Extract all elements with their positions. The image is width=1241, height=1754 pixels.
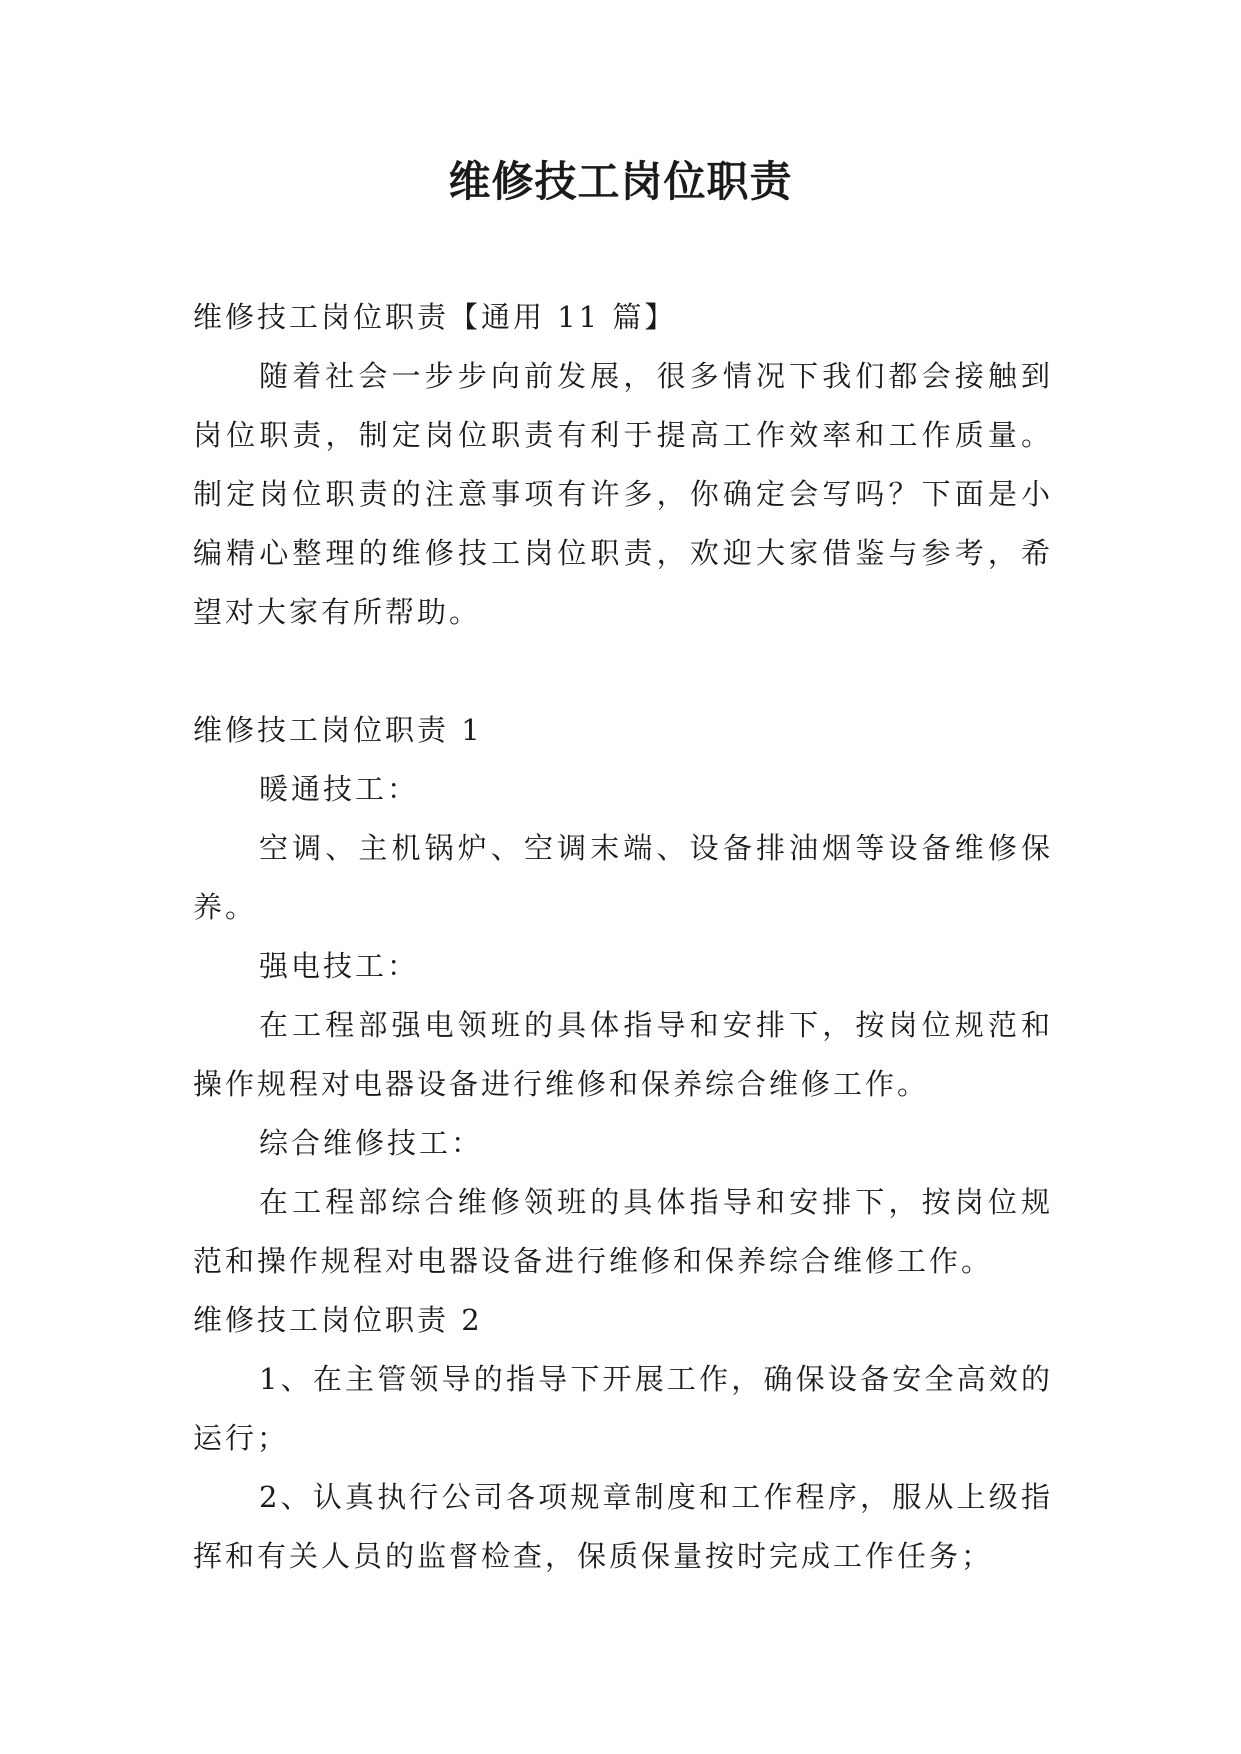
electric-label: 强电技工：	[259, 949, 420, 983]
spacer	[193, 642, 1053, 701]
list-item: 1、在主管领导的指导下开展工作，确保设备安全高效的运行；	[193, 1362, 1053, 1455]
list-item: 2、认真执行公司各项规章制度和工作程序，服从上级指挥和有关人员的监督检查，保质保量按时完成工作任务；	[193, 1480, 1053, 1573]
document-body	[193, 288, 1053, 1586]
hvac-text: 空调、主机锅炉、空调末端、设备排油烟等设备维修保养。	[193, 831, 1053, 924]
hvac-label: 暖通技工：	[259, 772, 420, 806]
document-title: 维修技工岗位职责	[448, 157, 793, 206]
electric-text: 在工程部强电领班的具体指导和安排下，按岗位规范和操作规程对电器设备进行维修和保养综合维修工作。	[193, 1008, 1053, 1101]
intro-paragraph: 随着社会一步步向前发展，很多情况下我们都会接触到岗位职责，制定岗位职责有利于提高工作效率和工作质量。制定岗位职责的注意事项有许多，你确定会写吗？下面是小编精心整理的维修技工岗位职责，欢迎大家借鉴与参考，希望对大家有所帮助。	[193, 359, 1053, 629]
section-2-heading: 维修技工岗位职责 2	[193, 1303, 483, 1337]
document-subtitle: 维修技工岗位职责【通用 11 篇】	[193, 300, 677, 334]
general-text: 在工程部综合维修领班的具体指导和安排下，按岗位规范和操作规程对电器设备进行维修和保养综合维修工作。	[193, 1185, 1053, 1278]
section-1-heading: 维修技工岗位职责 1	[193, 713, 483, 747]
general-label: 综合维修技工：	[259, 1126, 484, 1160]
